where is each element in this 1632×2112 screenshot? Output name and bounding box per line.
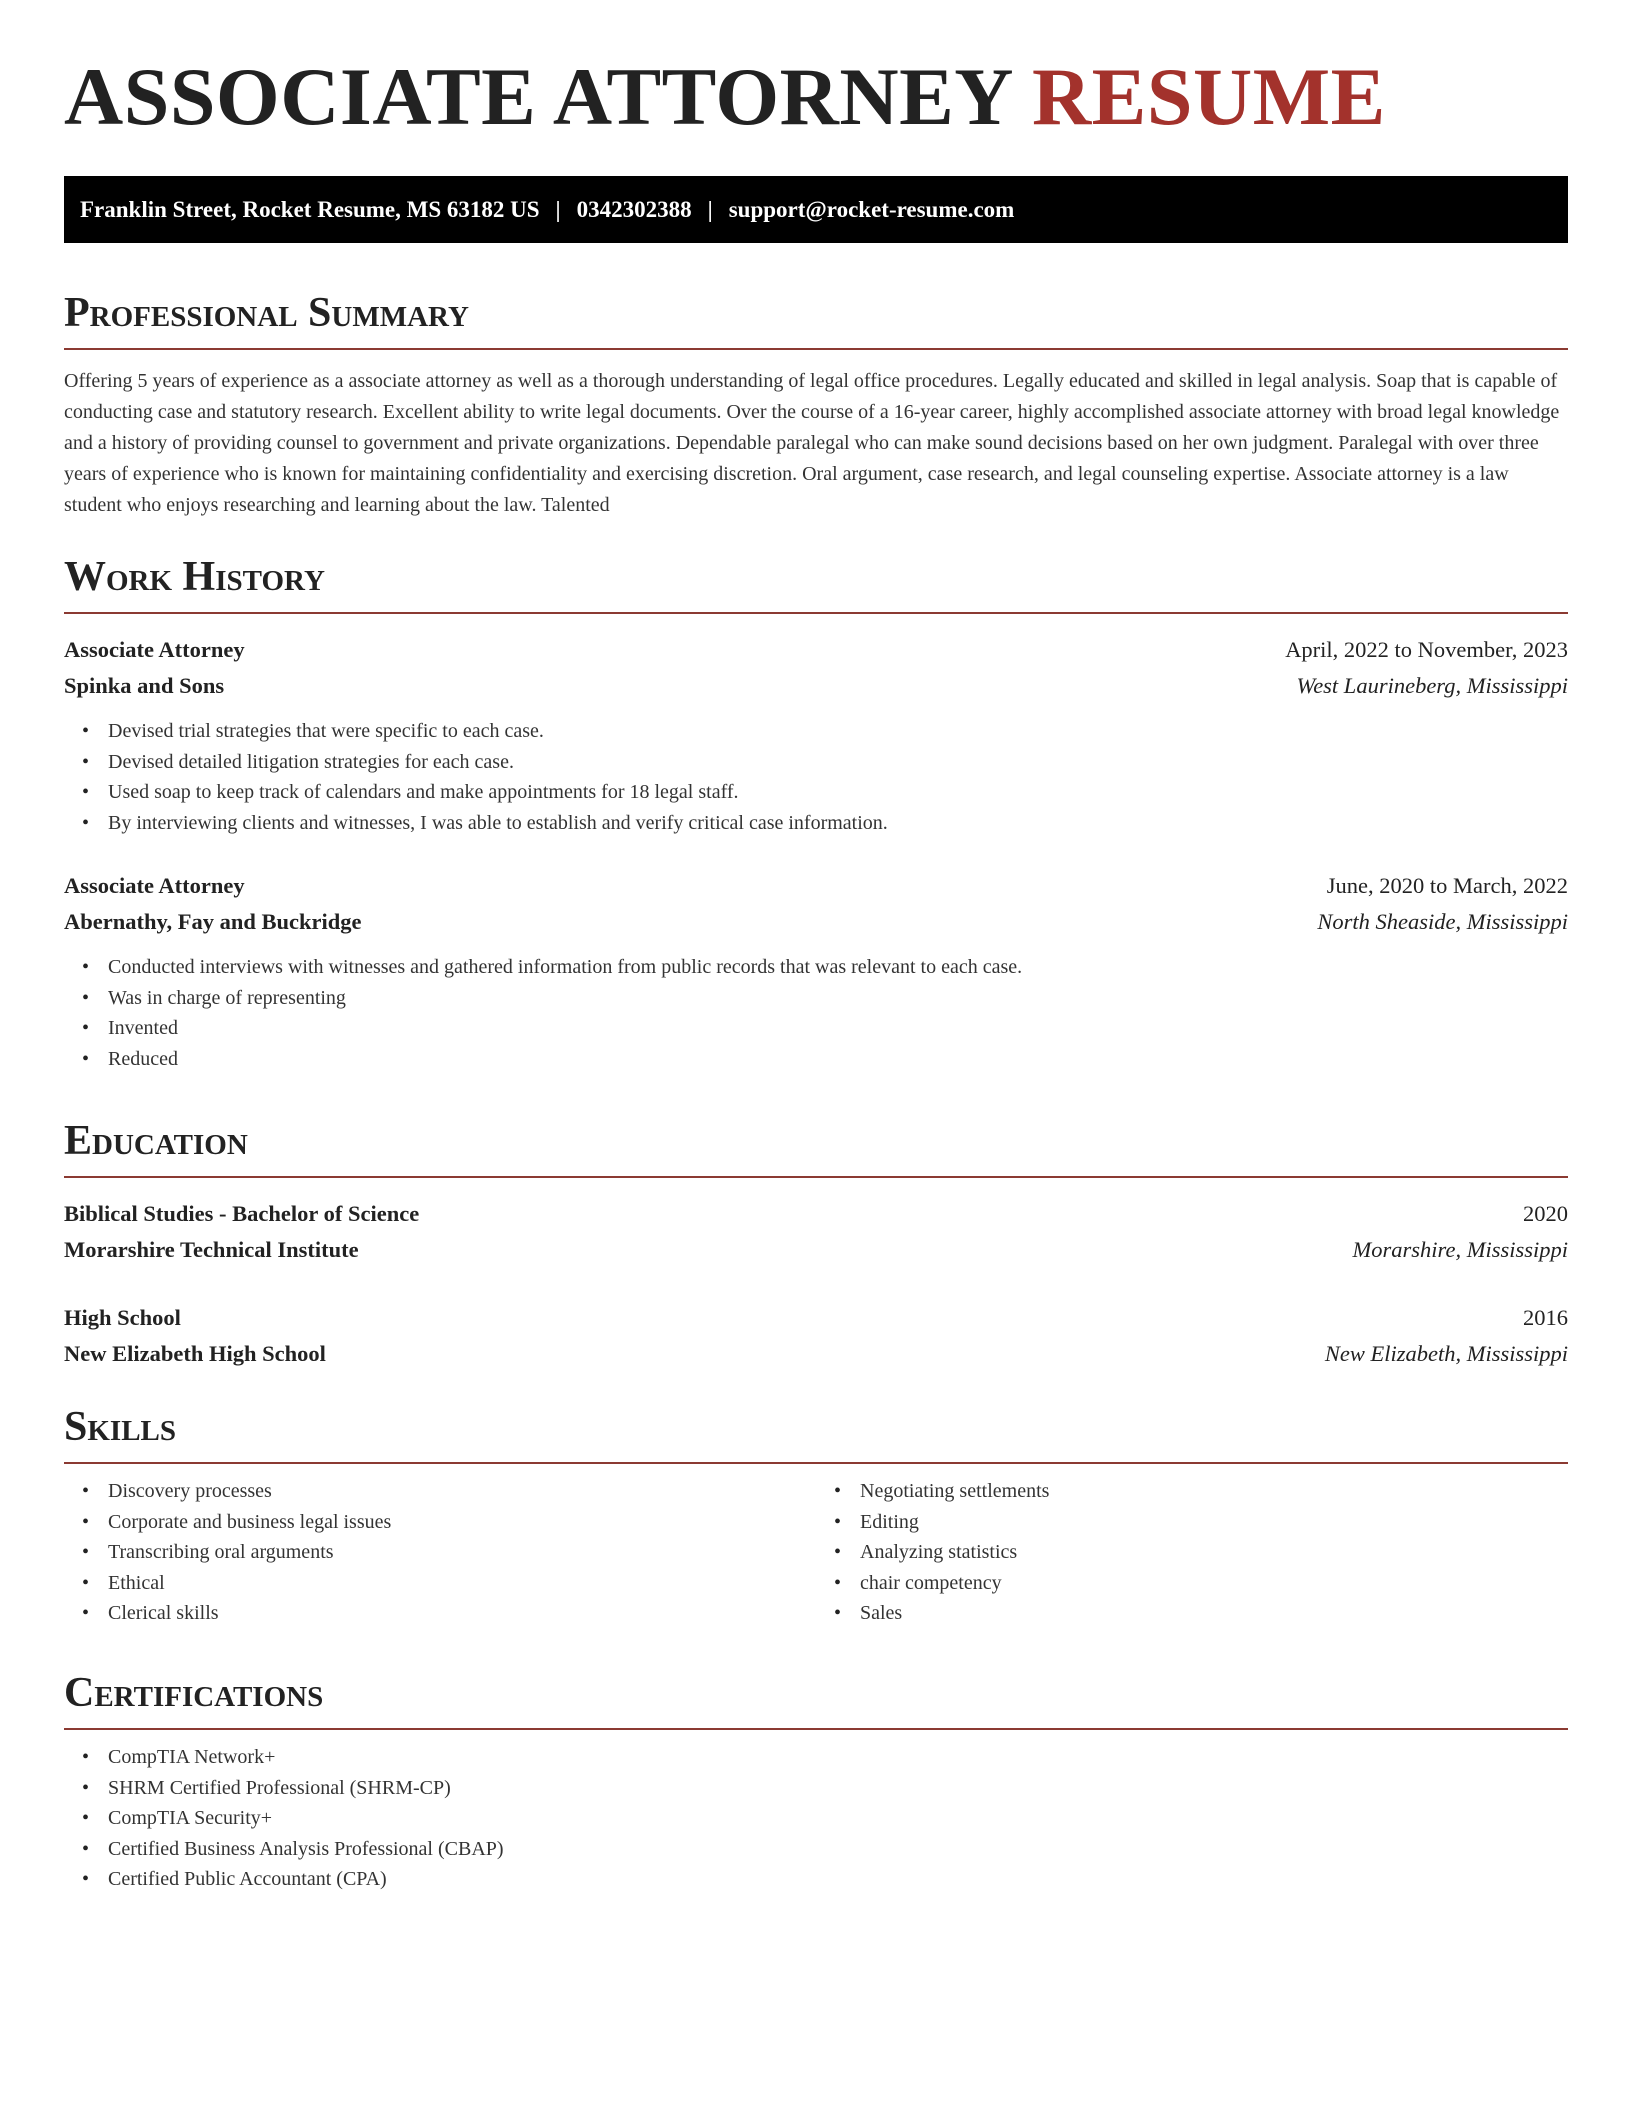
skills-section [64,1406,1568,1629]
list-item: • Ethical [108,1568,816,1599]
contact-separator: | [707,196,713,222]
list-item: • Negotiating settlements [860,1476,1568,1507]
job-company: Spinka and Sons [64,673,225,698]
education-degree: High School [64,1305,181,1330]
job-title: Associate Attorney [64,637,245,662]
contact-separator: | [555,196,561,222]
education-entry [64,1300,1568,1372]
education-location: New Elizabeth, Mississippi [1324,1341,1568,1366]
list-item: • CompTIA Security+ [108,1803,1568,1834]
skills-list-left [64,1476,816,1629]
list-item: • Invented [108,1013,1568,1044]
list-item: • Editing [860,1507,1568,1538]
title-main: ASSOCIATE ATTORNEY [64,51,1011,142]
list-item: • Transcribing oral arguments [108,1537,816,1568]
education-school: Morarshire Technical Institute [64,1237,359,1262]
list-item: • Was in charge of representing [108,983,1568,1014]
job-bullets [64,716,1568,838]
job-entry [64,632,1568,838]
list-item: • Discovery processes [108,1476,816,1507]
education-section [64,1120,1568,1372]
list-item: • Sales [860,1598,1568,1629]
job-company: Abernathy, Fay and Buckridge [64,909,362,934]
work-heading: Work History [64,556,1568,614]
contact-address: Franklin Street, Rocket Resume, MS 63182 US [80,196,540,222]
summary-heading: Professional Summary [64,292,1568,350]
list-item: • Corporate and business legal issues [108,1507,816,1538]
list-item: • chair competency [860,1568,1568,1599]
education-year: 2016 [1523,1305,1568,1330]
skills-heading: Skills [64,1406,1568,1464]
list-item: • Devised detailed litigation strategies for each case. [108,747,1568,778]
job-bullets [64,952,1568,1074]
certifications-list [64,1742,1568,1895]
job-entry [64,868,1568,1074]
list-item: • CompTIA Network+ [108,1742,1568,1773]
education-degree: Biblical Studies - Bachelor of Science [64,1201,420,1226]
list-item: • Reduced [108,1044,1568,1075]
list-item: • Certified Business Analysis Professional (CBAP) [108,1834,1568,1865]
contact-email: support@rocket-resume.com [728,196,1015,222]
list-item: • Clerical skills [108,1598,816,1629]
skills-columns [64,1476,1568,1629]
title-accent: RESUME [1031,51,1386,142]
resume-title [64,51,1386,142]
job-location: North Sheaside, Mississippi [1317,909,1568,934]
job-title: Associate Attorney [64,873,245,898]
education-school: New Elizabeth High School [64,1341,326,1366]
list-item: • By interviewing clients and witnesses, I was able to establish and verify critical case information. [108,808,1568,839]
job-dates: June, 2020 to March, 2022 [1326,873,1568,898]
list-item: • SHRM Certified Professional (SHRM-CP) [108,1773,1568,1804]
contact-bar [64,176,1568,243]
education-location: Morarshire, Mississippi [1352,1237,1568,1262]
education-entry [64,1196,1568,1268]
list-item: • Analyzing statistics [860,1537,1568,1568]
summary-text: Offering 5 years of experience as a associate attorney as well as a thorough understanding of legal office procedures. Legally educated and skilled in legal analysis. Soap that is capable of conducting case and statutory research. Excellent ability to write legal documents. Over the course of a 16-year career, highly accomplished associate attorney with broad legal knowledge and a history of providing counsel to government and private organizations. Dependable paralegal who can make sound decisions based on her own judgment. Paralegal with over three years of experience who is known for maintaining confidentiality and exercising discretion. Oral argument, case research, and legal counseling expertise. Associate attorney is a law student who enjoys researching and learning about the law. Talented [64,370,1560,516]
education-year: 2020 [1523,1201,1568,1226]
certifications-section [64,1672,1568,1895]
skills-list-right [816,1476,1568,1629]
education-heading: Education [64,1120,1568,1178]
list-item: • Conducted interviews with witnesses and gathered information from public records that was relevant to each case. [108,952,1568,983]
job-dates: April, 2022 to November, 2023 [1285,637,1568,662]
list-item: • Devised trial strategies that were specific to each case. [108,716,1568,747]
list-item: • Used soap to keep track of calendars and make appointments for 18 legal staff. [108,777,1568,808]
certifications-heading: Certifications [64,1672,1568,1730]
job-location: West Laurineberg, Mississippi [1296,673,1568,698]
summary-section [64,292,1568,521]
work-section [64,556,1568,1074]
contact-phone: 0342302388 [576,196,692,222]
list-item: • Certified Public Accountant (CPA) [108,1864,1568,1895]
